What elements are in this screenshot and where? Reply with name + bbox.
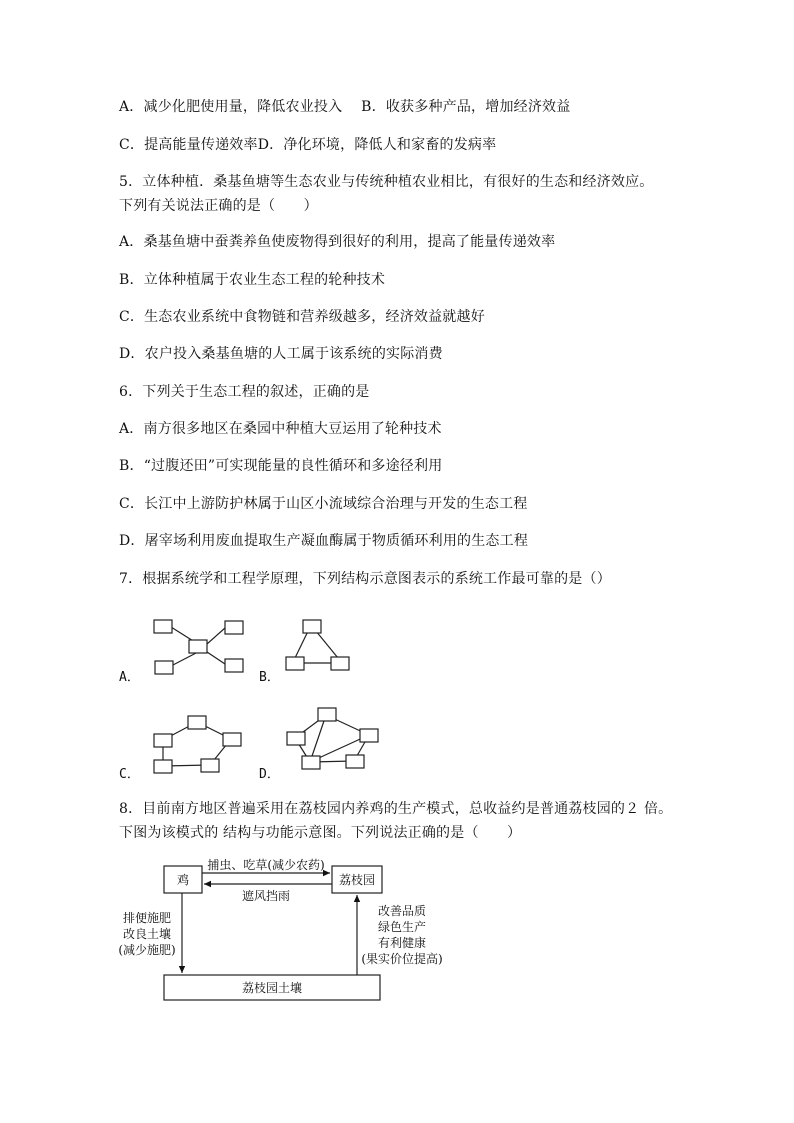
orchard-label: 荔枝园 bbox=[338, 873, 376, 887]
q5-option-c: C．生态农业系统中食物链和营养级越多，经济效益就越好 bbox=[119, 309, 485, 325]
right-label-line3: 有利健康 bbox=[377, 936, 427, 950]
q5-stem-line2: 下列有关说法正确的是（ ） bbox=[119, 198, 318, 214]
q7-label-d: D． bbox=[259, 767, 280, 782]
right-label-line4: (果实价位提高) bbox=[361, 952, 443, 966]
q8-stem-line2: 下图为该模式的 结构与功能示意图。下列说法正确的是（ ） bbox=[119, 825, 522, 841]
q6-option-a: A．南方很多地区在桑园中种植大豆运用了轮种技术 bbox=[119, 421, 442, 437]
q7-label-c: C． bbox=[119, 767, 140, 782]
q4-options-cd: C．提高能量传递效率D．净化环境，降低人和家畜的发病率 bbox=[119, 137, 497, 153]
q5-stem-line1: 5．立体种植．桑基鱼塘等生态农业与传统种植农业相比，有很好的生态和经济效应。 bbox=[119, 174, 654, 190]
q8-stem-line1: 8．目前南方地区普遍采用在荔枝园内养鸡的生产模式，总收益约是普通荔枝园的２ 倍。 bbox=[119, 801, 673, 817]
q6-stem: 6．下列关于生态工程的叙述，正确的是 bbox=[119, 384, 370, 400]
right-label-line1: 改善品质 bbox=[377, 904, 427, 918]
q5-option-a: A．桑基鱼塘中蚕粪养鱼使废物得到很好的利用，提高了能量传递效率 bbox=[119, 234, 556, 250]
q8-figure-litchi-chicken-model bbox=[110, 852, 460, 1007]
left-label-line1: 排便施肥 bbox=[122, 911, 172, 925]
q6-option-d: D．屠宰场利用废血提取生产凝血酶属于物质循环利用的生态工程 bbox=[119, 533, 529, 549]
q5-option-b: B．立体种植属于农业生态工程的轮种技术 bbox=[119, 272, 386, 288]
right-label-line2: 绿色生产 bbox=[377, 920, 427, 934]
arrow-top-label: 捕虫、吃草(减少农药) bbox=[207, 858, 325, 872]
soil-label: 荔枝园土壤 bbox=[241, 981, 303, 995]
chicken-label: 鸡 bbox=[176, 873, 190, 887]
q4-options-ab: A．减少化肥使用量，降低农业投入 B．收获多种产品，增加经济效益 bbox=[119, 99, 571, 115]
left-label-line3: (减少施肥) bbox=[118, 943, 176, 957]
q6-option-b: B．“过腹还田”可实现能量的良性循环和多途径利用 bbox=[119, 458, 443, 474]
q7-label-a: A． bbox=[119, 670, 140, 685]
arrow-bottom-label: 遮风挡雨 bbox=[241, 889, 291, 903]
q7-stem: 7．根据系统学和工程学原理，下列结构示意图表示的系统工作最可靠的是（） bbox=[119, 571, 611, 587]
q6-option-c: C．长江中上游防护林属于山区小流域综合治理与开发的生态工程 bbox=[119, 496, 528, 512]
q7-diagram-d-mesh bbox=[280, 700, 390, 775]
q7-diagram-c-ring bbox=[145, 708, 255, 778]
q7-diagram-a-star bbox=[145, 612, 255, 682]
q5-option-d: D．农户投入桑基鱼塘的人工属于该系统的实际消费 bbox=[119, 346, 443, 362]
q7-label-b: B． bbox=[259, 670, 280, 685]
q7-diagram-b-triangle bbox=[280, 612, 360, 677]
left-label-line2: 改良土壤 bbox=[122, 927, 172, 941]
